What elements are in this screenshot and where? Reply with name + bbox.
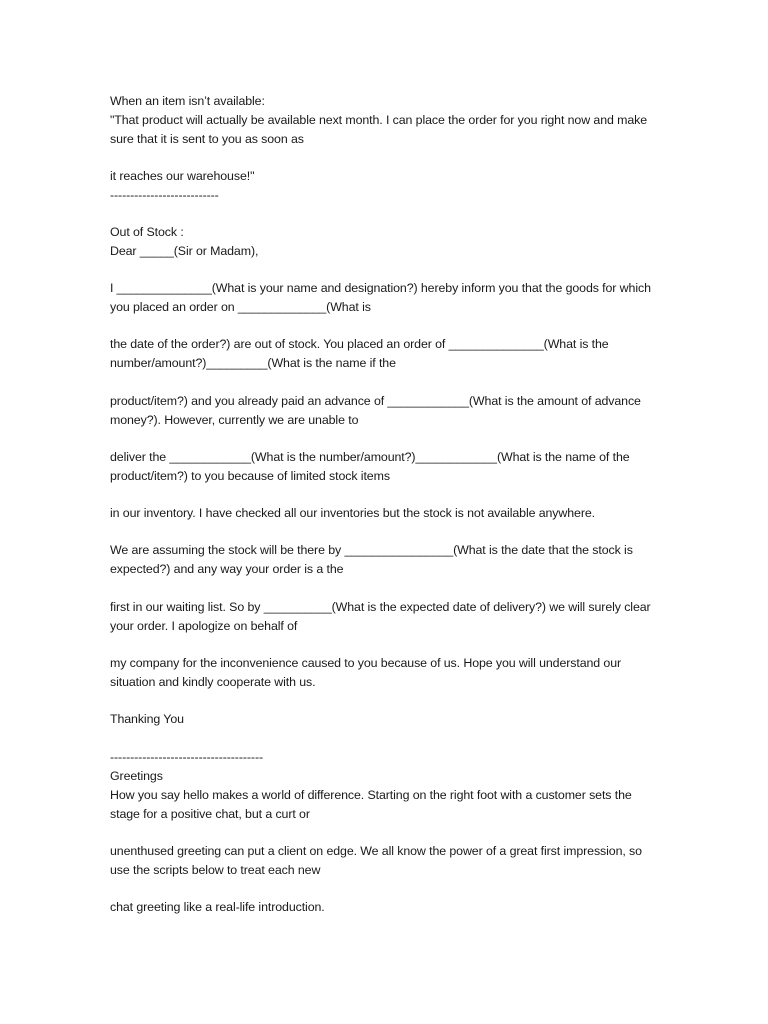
text-line: money?). However, currently we are unable to bbox=[110, 413, 359, 427]
text-line: it reaches our warehouse!" bbox=[110, 169, 255, 183]
closing-line: Thanking You bbox=[110, 712, 184, 726]
text-line: your order. I apologize on behalf of bbox=[110, 619, 298, 633]
text-line: number/amount?)_________(What is the name if the bbox=[110, 356, 396, 370]
text-line: use the scripts below to treat each new bbox=[110, 863, 321, 877]
text-line: first in our waiting list. So by __________(What is the expected date of delivery?) we will surely clear bbox=[110, 600, 651, 614]
text-line: Dear _____(Sir or Madam), bbox=[110, 244, 259, 258]
section-heading: Greetings bbox=[110, 769, 163, 783]
text-line: in our inventory. I have checked all our inventories but the stock is not available anywhere. bbox=[110, 506, 595, 520]
text-line: unenthused greeting can put a client on edge. We all know the power of a great first impression, so bbox=[110, 844, 642, 858]
text-line: How you say hello makes a world of difference. Starting on the right foot with a customer sets the bbox=[110, 788, 632, 802]
text-line: the date of the order?) are out of stock. You placed an order of ______________(What is the bbox=[110, 337, 609, 351]
section-heading: Out of Stock : bbox=[110, 225, 184, 239]
text-line: product/item?) to you because of limited stock items bbox=[110, 469, 390, 483]
text-line: When an item isn’t available: bbox=[110, 94, 265, 108]
text-line: deliver the ____________(What is the number/amount?)____________(What is the name of the bbox=[110, 450, 630, 464]
text-line: chat greeting like a real-life introduction. bbox=[110, 900, 325, 914]
text-line: you placed an order on _____________(What is bbox=[110, 300, 371, 314]
text-line: situation and kindly cooperate with us. bbox=[110, 675, 316, 689]
text-line: "That product will actually be available next month. I can place the order for you right now and make bbox=[110, 113, 648, 127]
text-line: sure that it is sent to you as soon as bbox=[110, 132, 304, 146]
text-line: stage for a positive chat, but a curt or bbox=[110, 807, 310, 821]
text-line: my company for the inconvenience caused to you because of us. Hope you will understand our bbox=[110, 656, 622, 670]
text-line: product/item?) and you already paid an advance of ____________(What is the amount of advance bbox=[110, 394, 641, 408]
text-line: expected?) and any way your order is a the bbox=[110, 562, 344, 576]
separator-line: -------------------------------------- bbox=[110, 750, 263, 764]
text-line: We are assuming the stock will be there by ________________(What is the date that the stock is bbox=[110, 543, 633, 557]
text-line: I ______________(What is your name and designation?) hereby inform you that the goods for which bbox=[110, 281, 651, 295]
separator-line: --------------------------- bbox=[110, 188, 219, 202]
